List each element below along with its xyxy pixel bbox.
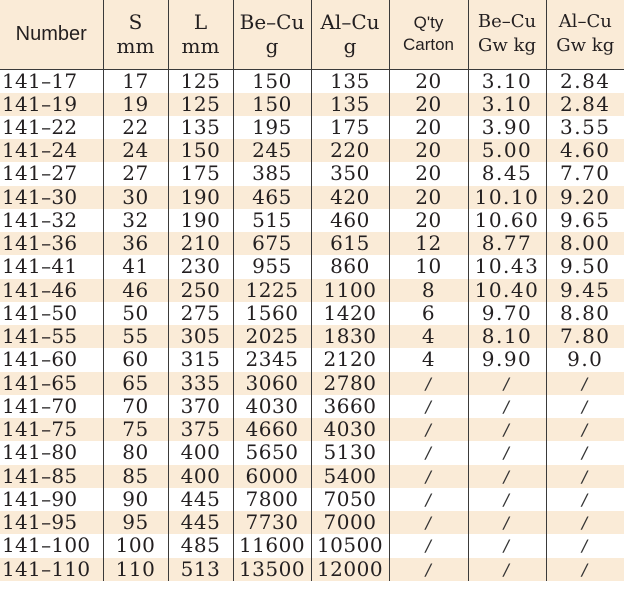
cell-qty-carton: /	[389, 395, 468, 418]
table-row	[0, 488, 624, 511]
header-gw-becu-unit: Gw kg	[478, 35, 536, 57]
cell-number: 141–27	[0, 162, 103, 185]
table-header	[0, 0, 624, 69]
cell-l-mm: 400	[168, 465, 233, 488]
table-row	[0, 139, 624, 162]
cell-s-mm: 65	[103, 372, 168, 395]
table-row	[0, 162, 624, 185]
cell-s-mm: 17	[103, 69, 168, 93]
cell-number: 141–100	[0, 534, 103, 557]
cell-l-mm: 315	[168, 348, 233, 371]
cell-qty-carton: /	[389, 558, 468, 581]
cell-qty-carton: 10	[389, 255, 468, 278]
cell-alcu-gw-kg: 7.80	[546, 325, 624, 348]
cell-becu-gw-kg: 8.77	[468, 232, 546, 255]
cell-alcu-gw-kg: /	[546, 488, 624, 511]
cell-number: 141–22	[0, 116, 103, 139]
cell-s-mm: 22	[103, 116, 168, 139]
cell-becu-g: 7730	[233, 511, 311, 534]
cell-alcu-gw-kg: 9.0	[546, 348, 624, 371]
cell-becu-gw-kg: 9.70	[468, 302, 546, 325]
table-row	[0, 279, 624, 302]
cell-l-mm: 135	[168, 116, 233, 139]
cell-s-mm: 95	[103, 511, 168, 534]
cell-becu-g: 195	[233, 116, 311, 139]
cell-qty-carton: 20	[389, 116, 468, 139]
cell-becu-g: 6000	[233, 465, 311, 488]
header-l-label: L	[193, 10, 208, 35]
header-carton-label: Carton	[402, 35, 455, 55]
cell-becu-gw-kg: 3.90	[468, 116, 546, 139]
cell-becu-g: 13500	[233, 558, 311, 581]
cell-alcu-g: 460	[311, 209, 389, 232]
cell-l-mm: 190	[168, 209, 233, 232]
cell-qty-carton: 4	[389, 348, 468, 371]
cell-qty-carton: /	[389, 418, 468, 441]
cell-becu-g: 2025	[233, 325, 311, 348]
cell-becu-g: 1225	[233, 279, 311, 302]
cell-l-mm: 305	[168, 325, 233, 348]
cell-qty-carton: 20	[389, 162, 468, 185]
cell-qty-carton: 12	[389, 232, 468, 255]
table-row	[0, 209, 624, 232]
table-row	[0, 441, 624, 464]
cell-number: 141–50	[0, 302, 103, 325]
cell-qty-carton: 6	[389, 302, 468, 325]
cell-alcu-g: 175	[311, 116, 389, 139]
cell-alcu-gw-kg: 9.50	[546, 255, 624, 278]
cell-l-mm: 250	[168, 279, 233, 302]
table-row	[0, 232, 624, 255]
cell-s-mm: 50	[103, 302, 168, 325]
cell-alcu-g: 12000	[311, 558, 389, 581]
cell-becu-g: 245	[233, 139, 311, 162]
header-s-label: S	[128, 10, 143, 35]
cell-becu-gw-kg: /	[468, 511, 546, 534]
header-s	[103, 0, 168, 69]
cell-becu-g: 385	[233, 162, 311, 185]
cell-s-mm: 19	[103, 93, 168, 116]
cell-l-mm: 125	[168, 93, 233, 116]
cell-becu-gw-kg: /	[468, 534, 546, 557]
table-row	[0, 116, 624, 139]
cell-s-mm: 80	[103, 441, 168, 464]
cell-becu-gw-kg: 10.60	[468, 209, 546, 232]
cell-number: 141–19	[0, 93, 103, 116]
cell-alcu-g: 860	[311, 255, 389, 278]
cell-becu-gw-kg: /	[468, 558, 546, 581]
cell-qty-carton: /	[389, 465, 468, 488]
table-body	[0, 69, 624, 581]
cell-l-mm: 513	[168, 558, 233, 581]
cell-l-mm: 125	[168, 69, 233, 93]
table-row	[0, 69, 624, 93]
cell-number: 141–55	[0, 325, 103, 348]
cell-s-mm: 32	[103, 209, 168, 232]
cell-becu-gw-kg: /	[468, 465, 546, 488]
cell-becu-gw-kg: 8.45	[468, 162, 546, 185]
cell-qty-carton: 20	[389, 139, 468, 162]
cell-becu-gw-kg: /	[468, 418, 546, 441]
cell-qty-carton: 8	[389, 279, 468, 302]
header-row	[0, 0, 624, 69]
table-row	[0, 372, 624, 395]
table-row	[0, 534, 624, 557]
cell-number: 141–80	[0, 441, 103, 464]
cell-alcu-gw-kg: /	[546, 395, 624, 418]
table-row	[0, 255, 624, 278]
cell-becu-g: 675	[233, 232, 311, 255]
cell-alcu-gw-kg: /	[546, 558, 624, 581]
cell-number: 141–24	[0, 139, 103, 162]
cell-becu-gw-kg: 3.10	[468, 93, 546, 116]
cell-becu-g: 7800	[233, 488, 311, 511]
header-gw-alcu-unit: Gw kg	[556, 35, 615, 57]
header-becu-weight	[233, 0, 311, 69]
cell-l-mm: 190	[168, 186, 233, 209]
cell-l-mm: 230	[168, 255, 233, 278]
header-qty-label: Q'ty	[413, 13, 444, 33]
header-s-unit: mm	[116, 34, 155, 59]
header-becu-gw	[468, 0, 546, 69]
table-row	[0, 325, 624, 348]
table-row	[0, 558, 624, 581]
cell-s-mm: 90	[103, 488, 168, 511]
cell-alcu-g: 2120	[311, 348, 389, 371]
cell-alcu-g: 7050	[311, 488, 389, 511]
cell-s-mm: 55	[103, 325, 168, 348]
cell-s-mm: 24	[103, 139, 168, 162]
header-becu-unit: g	[265, 34, 279, 59]
cell-alcu-g: 220	[311, 139, 389, 162]
cell-becu-g: 4030	[233, 395, 311, 418]
cell-becu-gw-kg: /	[468, 488, 546, 511]
cell-number: 141–95	[0, 511, 103, 534]
cell-alcu-g: 10500	[311, 534, 389, 557]
cell-qty-carton: 20	[389, 93, 468, 116]
cell-alcu-g: 7000	[311, 511, 389, 534]
cell-alcu-g: 4030	[311, 418, 389, 441]
table-row	[0, 302, 624, 325]
cell-alcu-gw-kg: 9.65	[546, 209, 624, 232]
cell-s-mm: 70	[103, 395, 168, 418]
cell-l-mm: 210	[168, 232, 233, 255]
cell-s-mm: 75	[103, 418, 168, 441]
header-alcu-label: Al–Cu	[320, 10, 380, 35]
cell-number: 141–36	[0, 232, 103, 255]
cell-alcu-gw-kg: /	[546, 372, 624, 395]
cell-alcu-g: 5400	[311, 465, 389, 488]
header-alcu-weight	[311, 0, 389, 69]
cell-number: 141–30	[0, 186, 103, 209]
header-l	[168, 0, 233, 69]
cell-l-mm: 275	[168, 302, 233, 325]
cell-l-mm: 175	[168, 162, 233, 185]
table-row	[0, 395, 624, 418]
cell-alcu-g: 1420	[311, 302, 389, 325]
cell-number: 141–110	[0, 558, 103, 581]
cell-qty-carton: /	[389, 488, 468, 511]
cell-s-mm: 36	[103, 232, 168, 255]
cell-becu-g: 3060	[233, 372, 311, 395]
header-alcu-gw	[546, 0, 624, 69]
cell-alcu-gw-kg: 9.20	[546, 186, 624, 209]
cell-qty-carton: /	[389, 511, 468, 534]
cell-alcu-g: 615	[311, 232, 389, 255]
header-alcu-unit: g	[343, 34, 357, 59]
cell-alcu-gw-kg: 9.45	[546, 279, 624, 302]
header-gw-becu-label: Be–Cu	[477, 11, 537, 33]
cell-number: 141–85	[0, 465, 103, 488]
cell-qty-carton: 20	[389, 186, 468, 209]
cell-becu-g: 11600	[233, 534, 311, 557]
cell-l-mm: 375	[168, 418, 233, 441]
cell-becu-gw-kg: 10.43	[468, 255, 546, 278]
cell-l-mm: 445	[168, 488, 233, 511]
header-qty-carton	[389, 0, 468, 69]
cell-l-mm: 370	[168, 395, 233, 418]
cell-number: 141–75	[0, 418, 103, 441]
cell-number: 141–65	[0, 372, 103, 395]
cell-number: 141–17	[0, 69, 103, 93]
cell-number: 141–60	[0, 348, 103, 371]
cell-l-mm: 150	[168, 139, 233, 162]
header-number-label: Number	[15, 23, 87, 46]
cell-alcu-gw-kg: 4.60	[546, 139, 624, 162]
cell-l-mm: 400	[168, 441, 233, 464]
table-row	[0, 186, 624, 209]
cell-alcu-gw-kg: 2.84	[546, 93, 624, 116]
table-row	[0, 418, 624, 441]
cell-becu-gw-kg: 10.40	[468, 279, 546, 302]
cell-becu-gw-kg: /	[468, 441, 546, 464]
cell-alcu-g: 135	[311, 93, 389, 116]
cell-number: 141–41	[0, 255, 103, 278]
cell-becu-g: 150	[233, 69, 311, 93]
cell-qty-carton: 20	[389, 209, 468, 232]
cell-alcu-g: 420	[311, 186, 389, 209]
cell-alcu-gw-kg: /	[546, 511, 624, 534]
cell-becu-g: 515	[233, 209, 311, 232]
cell-becu-g: 2345	[233, 348, 311, 371]
header-becu-label: Be–Cu	[239, 10, 305, 35]
cell-becu-g: 955	[233, 255, 311, 278]
cell-alcu-g: 350	[311, 162, 389, 185]
cell-s-mm: 27	[103, 162, 168, 185]
cell-becu-gw-kg: 3.10	[468, 69, 546, 93]
cell-alcu-g: 1100	[311, 279, 389, 302]
cell-s-mm: 100	[103, 534, 168, 557]
cell-alcu-g: 5130	[311, 441, 389, 464]
cell-l-mm: 485	[168, 534, 233, 557]
cell-becu-g: 465	[233, 186, 311, 209]
cell-qty-carton: 20	[389, 69, 468, 93]
cell-alcu-gw-kg: /	[546, 465, 624, 488]
cell-s-mm: 41	[103, 255, 168, 278]
cell-alcu-gw-kg: /	[546, 418, 624, 441]
cell-becu-gw-kg: /	[468, 395, 546, 418]
cell-s-mm: 110	[103, 558, 168, 581]
cell-alcu-gw-kg: 8.00	[546, 232, 624, 255]
cell-s-mm: 30	[103, 186, 168, 209]
table-row	[0, 465, 624, 488]
cell-alcu-gw-kg: /	[546, 534, 624, 557]
cell-number: 141–70	[0, 395, 103, 418]
table-row	[0, 511, 624, 534]
cell-s-mm: 60	[103, 348, 168, 371]
cell-qty-carton: /	[389, 534, 468, 557]
cell-alcu-g: 3660	[311, 395, 389, 418]
cell-becu-gw-kg: 9.90	[468, 348, 546, 371]
header-gw-alcu-label: Al–Cu	[558, 11, 612, 33]
cell-becu-g: 5650	[233, 441, 311, 464]
cell-becu-g: 4660	[233, 418, 311, 441]
cell-alcu-g: 135	[311, 69, 389, 93]
cell-qty-carton: 4	[389, 325, 468, 348]
cell-l-mm: 335	[168, 372, 233, 395]
cell-number: 141–90	[0, 488, 103, 511]
table-row	[0, 348, 624, 371]
cell-number: 141–46	[0, 279, 103, 302]
cell-becu-gw-kg: 10.10	[468, 186, 546, 209]
cell-becu-gw-kg: 8.10	[468, 325, 546, 348]
cell-s-mm: 85	[103, 465, 168, 488]
cell-qty-carton: /	[389, 372, 468, 395]
cell-becu-gw-kg: /	[468, 372, 546, 395]
cell-becu-gw-kg: 5.00	[468, 139, 546, 162]
cell-alcu-g: 1830	[311, 325, 389, 348]
cell-alcu-gw-kg: 2.84	[546, 69, 624, 93]
table-row	[0, 93, 624, 116]
cell-becu-g: 1560	[233, 302, 311, 325]
cell-alcu-gw-kg: 8.80	[546, 302, 624, 325]
cell-alcu-gw-kg: /	[546, 441, 624, 464]
cell-l-mm: 445	[168, 511, 233, 534]
cell-s-mm: 46	[103, 279, 168, 302]
header-number	[0, 0, 103, 69]
cell-alcu-g: 2780	[311, 372, 389, 395]
header-l-unit: mm	[181, 34, 220, 59]
cell-alcu-gw-kg: 3.55	[546, 116, 624, 139]
cell-qty-carton: /	[389, 441, 468, 464]
cell-becu-g: 150	[233, 93, 311, 116]
cell-alcu-gw-kg: 7.70	[546, 162, 624, 185]
cell-number: 141–32	[0, 209, 103, 232]
